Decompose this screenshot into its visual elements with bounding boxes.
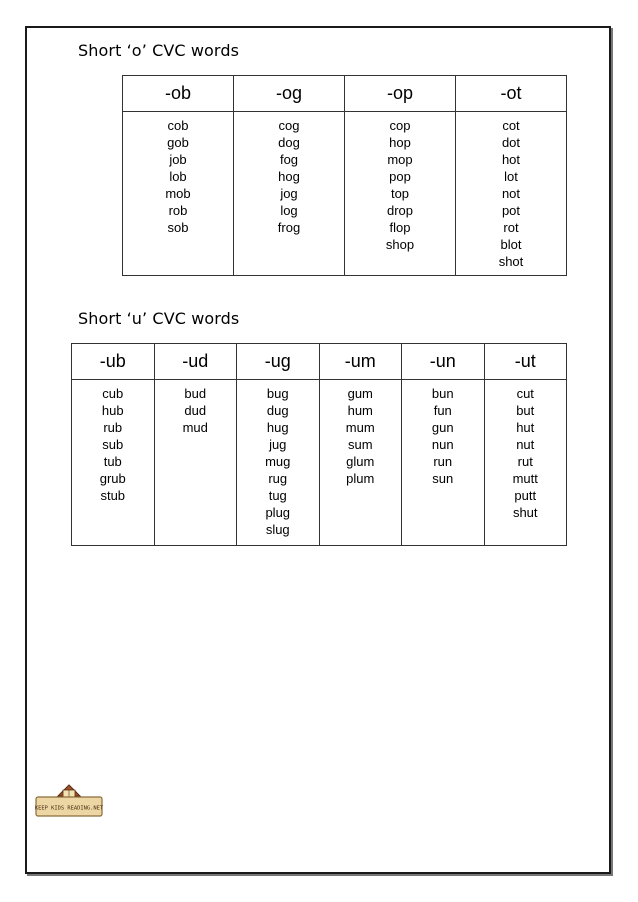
word: bud xyxy=(184,386,207,401)
word: but xyxy=(516,403,535,418)
short-u-table xyxy=(71,343,567,546)
column-header: -ud xyxy=(154,344,237,380)
word-list xyxy=(484,380,567,546)
word: hub xyxy=(101,403,124,418)
word: bug xyxy=(266,386,289,401)
word: nut xyxy=(516,437,535,452)
word: pop xyxy=(389,169,411,184)
word: rot xyxy=(503,220,519,235)
column-header: -ot xyxy=(456,76,567,112)
column-header: -ub xyxy=(72,344,155,380)
word: gum xyxy=(347,386,373,401)
word: fog xyxy=(279,152,299,167)
word: dug xyxy=(266,403,289,418)
word-list xyxy=(456,112,567,276)
word-list xyxy=(237,380,320,546)
word-row xyxy=(72,380,567,546)
word: rub xyxy=(103,420,123,435)
column-header: -ug xyxy=(237,344,320,380)
word: mug xyxy=(265,454,291,469)
word: cub xyxy=(102,386,124,401)
word: run xyxy=(433,454,453,469)
section-title-short-o: Short ‘o’ CVC words xyxy=(78,41,240,60)
word: flop xyxy=(389,220,411,235)
word: mutt xyxy=(512,471,538,486)
word: blot xyxy=(500,237,522,252)
word: dud xyxy=(184,403,207,418)
word: cob xyxy=(167,118,189,133)
word: nun xyxy=(431,437,454,452)
word-list xyxy=(234,112,345,276)
word: shop xyxy=(385,237,415,252)
word: gob xyxy=(167,135,189,150)
word: gun xyxy=(431,420,454,435)
word: frog xyxy=(277,220,301,235)
word: shut xyxy=(512,505,538,520)
word: tub xyxy=(103,454,122,469)
short-o-table xyxy=(122,75,567,276)
word: lob xyxy=(169,169,187,184)
word: bun xyxy=(431,386,454,401)
word: sun xyxy=(432,471,454,486)
column-header: -ut xyxy=(484,344,567,380)
header-row xyxy=(123,76,567,112)
column-header: -ob xyxy=(123,76,234,112)
word-list xyxy=(154,380,237,546)
word: plum xyxy=(346,471,375,486)
word: grub xyxy=(99,471,126,486)
word: tug xyxy=(268,488,287,503)
word-list xyxy=(72,380,155,546)
word: not xyxy=(501,186,521,201)
logo-text: KEEP KIDS READING.NET xyxy=(34,805,104,812)
column-header: -op xyxy=(345,76,456,112)
word: pot xyxy=(501,203,521,218)
word: rug xyxy=(268,471,288,486)
word: drop xyxy=(386,203,414,218)
word-list xyxy=(319,380,402,546)
word: jog xyxy=(280,186,298,201)
word-list xyxy=(123,112,234,276)
word: putt xyxy=(514,488,537,503)
word: jug xyxy=(269,437,287,452)
word-list xyxy=(402,380,485,546)
word-row xyxy=(123,112,567,276)
word: mob xyxy=(165,186,191,201)
word: plug xyxy=(265,505,291,520)
word: fun xyxy=(433,403,452,418)
word: log xyxy=(280,203,298,218)
word: top xyxy=(390,186,410,201)
word: cut xyxy=(516,386,534,401)
column-header: -un xyxy=(402,344,485,380)
column-header: -og xyxy=(234,76,345,112)
word: stub xyxy=(100,488,126,503)
word: shot xyxy=(498,254,524,269)
word: sub xyxy=(102,437,124,452)
word: glum xyxy=(346,454,375,469)
word: sob xyxy=(167,220,189,235)
word: hut xyxy=(516,420,535,435)
keep-kids-reading-logo xyxy=(34,780,104,820)
word: cog xyxy=(278,118,300,133)
word: cot xyxy=(502,118,520,133)
word: rut xyxy=(517,454,533,469)
word: lot xyxy=(504,169,518,184)
word: sum xyxy=(347,437,373,452)
word: hop xyxy=(389,135,411,150)
word: rob xyxy=(168,203,188,218)
word: hot xyxy=(501,152,521,167)
word-list xyxy=(345,112,456,276)
header-row xyxy=(72,344,567,380)
word: hum xyxy=(347,403,373,418)
word: mud xyxy=(182,420,208,435)
word: dot xyxy=(501,135,521,150)
section-title-short-u: Short ‘u’ CVC words xyxy=(78,309,240,328)
word: cop xyxy=(389,118,411,133)
word: mum xyxy=(345,420,375,435)
word: hog xyxy=(278,169,300,184)
word: job xyxy=(169,152,187,167)
word: mop xyxy=(387,152,413,167)
word: hug xyxy=(266,420,289,435)
word: dog xyxy=(278,135,300,150)
column-header: -um xyxy=(319,344,402,380)
word: slug xyxy=(265,522,290,537)
